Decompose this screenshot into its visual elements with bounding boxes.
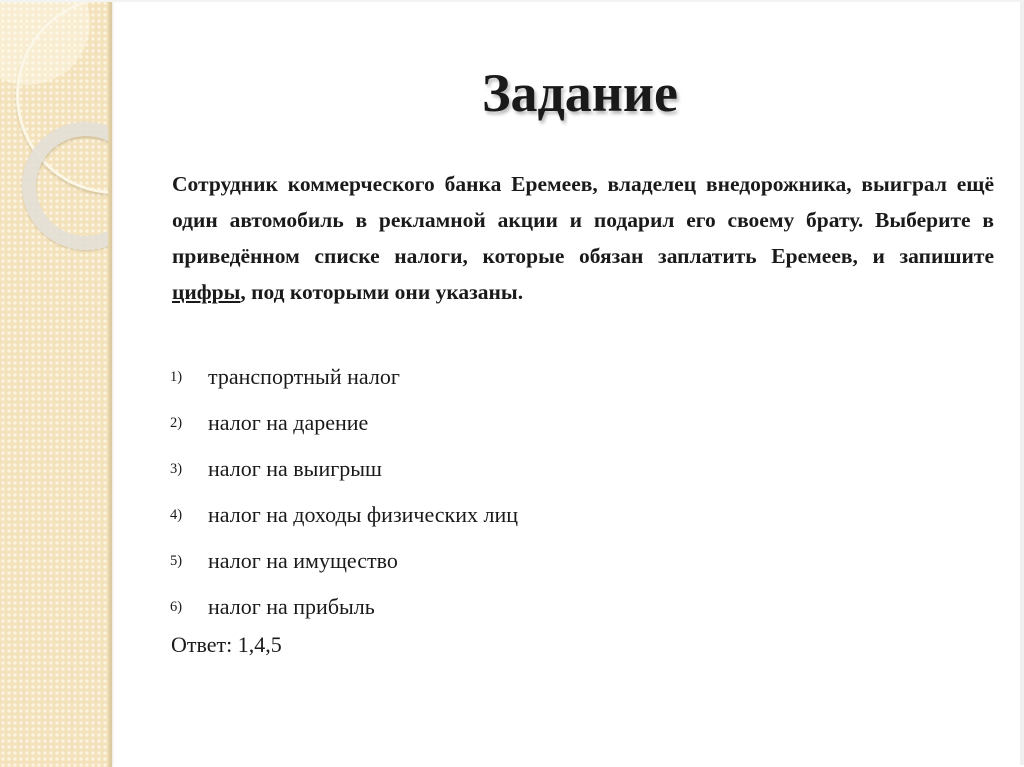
task-underlined-word: цифры xyxy=(172,280,241,304)
list-item xyxy=(170,400,518,446)
list-item xyxy=(170,584,518,630)
option-text: налог на прибыль xyxy=(208,594,375,619)
options-list xyxy=(170,354,518,630)
slide-title: Задание xyxy=(481,63,678,123)
option-number: 5) xyxy=(170,552,183,569)
task-text-part-1: Сотрудник коммерческого банка Еремеев, владелец внедорожника, выиграл ещё один автомобиль в рекламной акции и подарил его своему брату. Выберите в приведённом списке налоги, которые обязан заплатить Еремеев, и запишите xyxy=(172,172,994,268)
option-number: 4) xyxy=(170,506,183,523)
option-text: налог на имущество xyxy=(208,548,398,573)
task-text-part-2: , под которыми они указаны. xyxy=(240,280,524,304)
option-number: 1) xyxy=(170,368,183,385)
list-item xyxy=(170,446,518,492)
list-item xyxy=(170,492,518,538)
list-item xyxy=(170,538,518,584)
option-number: 6) xyxy=(170,598,183,615)
option-text: налог на доходы физических лиц xyxy=(208,502,519,527)
option-number: 2) xyxy=(170,414,183,431)
option-text: транспортный налог xyxy=(208,364,400,389)
option-text: налог на дарение xyxy=(208,410,369,435)
option-number: 3) xyxy=(170,460,183,477)
list-item xyxy=(170,354,518,400)
option-text: налог на выигрыш xyxy=(208,456,382,481)
answer-text: Ответ: 1,4,5 xyxy=(171,632,282,657)
task-text xyxy=(172,166,994,310)
